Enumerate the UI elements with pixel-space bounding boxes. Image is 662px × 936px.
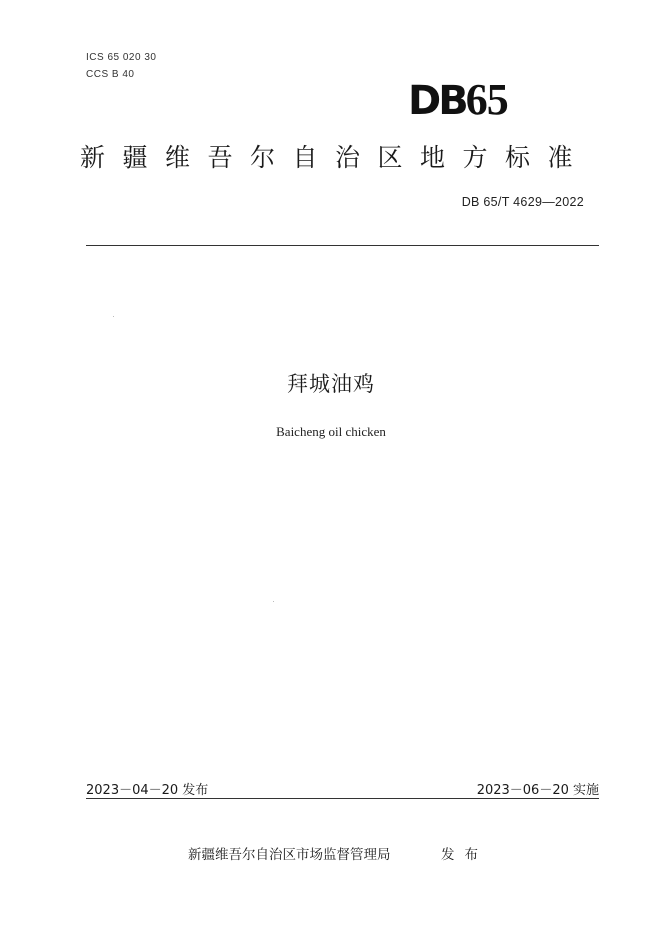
scan-speck xyxy=(273,601,274,602)
scan-speck xyxy=(113,316,114,317)
top-divider xyxy=(86,245,599,246)
db-logo-number: 65 xyxy=(465,75,508,124)
standard-number: DB 65/T 4629—2022 xyxy=(461,195,584,209)
issue-date: 2023－04－20 发布 xyxy=(86,783,209,798)
ccs-code: CCS B 40 xyxy=(86,69,135,80)
document-title-zh: 拜城油鸡 xyxy=(287,372,375,396)
db-logo-letters: DB xyxy=(408,78,466,124)
issuing-authority: 新疆维吾尔自治区市场监督管理局 xyxy=(188,847,391,863)
db-logo xyxy=(408,75,508,124)
bottom-divider xyxy=(86,798,599,799)
standard-category-title: 新疆维吾尔自治区地方标准 xyxy=(80,143,591,172)
issuing-action: 发布 xyxy=(441,847,488,863)
ics-code: ICS 65 020 30 xyxy=(86,52,157,63)
implementation-date: 2023－06－20 实施 xyxy=(476,783,599,798)
document-title-en: Baicheng oil chicken xyxy=(276,424,386,439)
